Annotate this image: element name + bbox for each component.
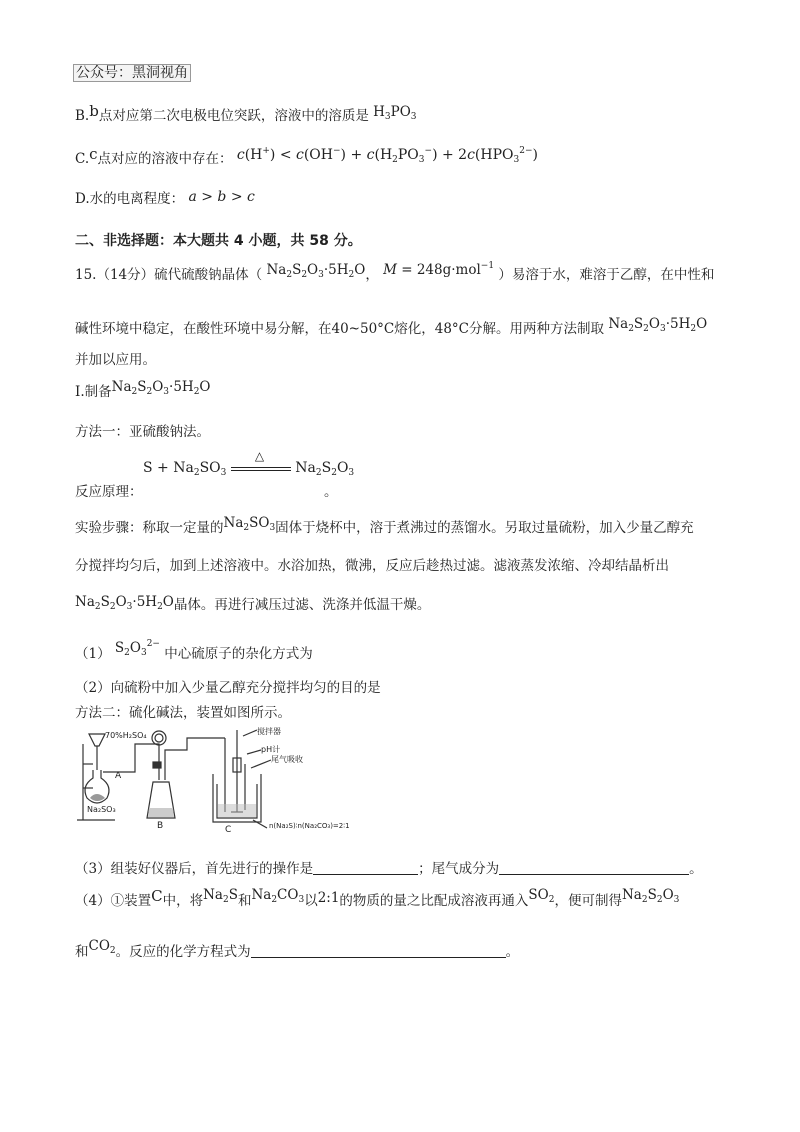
- option-c-prefix: C.: [75, 151, 90, 167]
- steps-line2: 分搅拌均匀后，加到上述溶液中。水浴加热，微沸，反应后趁热过滤。滤液蒸发浓缩、冷却结晶析出: [75, 558, 669, 574]
- subquestion-1-number: （1）: [75, 646, 111, 662]
- steps-na2so3-formula: $Na_2SO_3$: [223, 515, 276, 533]
- subquestion-2: （2）向硫粉中加入少量乙醇充分搅拌均匀的目的是: [75, 680, 381, 696]
- so2-formula: $SO_2$: [528, 887, 555, 905]
- option-c: [75, 147, 538, 167]
- tail-gas-label: 尾气吸收: [271, 755, 303, 764]
- option-c-formula: $c(H^+) < c(OH^-) + c(H_2PO_3^-) + 2c(HPO_3^{2-})$: [236, 146, 538, 165]
- option-d-prefix: D.: [75, 191, 90, 207]
- q15-line1: 15.（14分）硫代硫酸钠晶体（ $Na_2S_2O_3\cdot 5H_2O$， M = 248g·mol$^{-1}$ ）易溶于水，难溶于乙醇，在中性和: [75, 261, 715, 283]
- co2-formula: $CO_2$: [88, 938, 116, 956]
- label-b: B: [157, 821, 164, 831]
- subquestion-4-text4: 的物质的量之比配成溶液再通入: [339, 893, 529, 909]
- q15-molar-mass: M = 248g·mol$^{-1}$: [383, 261, 495, 278]
- subquestion-3-mid: ；尾气成分为: [418, 861, 500, 877]
- label-c: C: [225, 825, 232, 834]
- q15-crystal-formula: $Na_2S_2O_3\cdot 5H_2O$: [266, 262, 366, 280]
- watermark: 公众号：黑洞视角: [73, 64, 191, 82]
- product-formula: $Na_2S_2O_3$: [621, 887, 680, 905]
- thiosulfate-ion: $S_2O_3^{2-}$: [114, 639, 160, 658]
- reagent-a-label: Na₂SO₃: [87, 805, 116, 814]
- q15-line3: 并加以应用。: [75, 352, 156, 368]
- subquestion-4-start: （4）①装置: [75, 893, 152, 909]
- part-one-heading: [75, 381, 211, 400]
- heat-arrow: [231, 449, 291, 474]
- option-c-text: 点对应的溶液中存在：: [97, 151, 233, 167]
- option-b-formula: $H_3PO_3$: [373, 104, 417, 122]
- option-c-label: c: [89, 145, 98, 163]
- steps-line1-start: 实验步骤：称取一定量的: [75, 520, 224, 536]
- tube-b-c: [165, 738, 225, 780]
- subquestion-3-end: 。: [689, 861, 703, 877]
- subquestion-4-text5: ，便可制得: [554, 893, 622, 909]
- section-heading: 二、非选择题：本大题共 4 小题，共 58 分。: [75, 233, 362, 249]
- q15-line1-start: 15.（14分）硫代硫酸钠晶体（: [75, 267, 263, 283]
- q15-line2-text: 碱性环境中稳定，在酸性环境中易分解，在40~50°C熔化，48°C分解。用两种方法制取: [75, 321, 605, 337]
- answer-blank-3[interactable]: [251, 945, 506, 958]
- answer-blank-2[interactable]: [499, 862, 689, 875]
- apparatus-figure: [75, 724, 375, 834]
- steps-line1-end: 固体于烧杯中，溶于煮沸过的蒸馏水。另取过量硫粉，加入少量乙醇充: [275, 520, 694, 536]
- ratio-note: n(Na₂S)∶n(Na₂CO₃)=2∶1: [269, 822, 350, 830]
- option-d-text: 水的电离程度：: [89, 191, 185, 207]
- q15-line2-formula: $Na_2S_2O_3\cdot 5H_2O$: [608, 316, 708, 334]
- dropping-funnel: [89, 734, 105, 746]
- reaction-equation: $S + Na_2SO_3$ △ $Na_2S_2O_3$: [143, 449, 355, 478]
- steps-line3-text: 晶体。再进行减压过滤、洗涤并低温干燥。: [173, 597, 431, 613]
- na2s-formula: $Na_2S$: [203, 887, 238, 905]
- steps-line3: [75, 596, 430, 613]
- q15-line2: [75, 318, 707, 337]
- part-one-label: I.制备: [75, 384, 112, 400]
- subquestion-4-end: 。: [505, 944, 520, 960]
- subquestion-3: [75, 862, 703, 877]
- subquestion-1-text: 中心硫原子的杂化方式为: [164, 646, 313, 662]
- subquestion-4-text2: 和: [237, 893, 252, 909]
- subquestion-4: [75, 889, 679, 909]
- acid-label: 70%H₂SO₄: [105, 731, 147, 740]
- q15-line1-end: ）易溶于水，难溶于乙醇，在中性和: [498, 267, 715, 283]
- stirrer-label: 搅拌器: [257, 727, 281, 736]
- answer-blank-1[interactable]: [313, 862, 418, 875]
- subquestion-4-text1: 中，将: [162, 893, 204, 909]
- reaction-period: 。: [324, 484, 338, 500]
- option-d: [75, 190, 255, 207]
- option-b: [75, 104, 417, 124]
- steps-line1: [75, 517, 694, 536]
- ratio-value: 2:1: [317, 890, 340, 906]
- ph-meter-label: pH计: [261, 745, 281, 754]
- steps-crystal-formula: $Na_2S_2O_3\cdot 5H_2O$: [75, 594, 174, 612]
- reaction-label: 反应原理：: [75, 484, 143, 500]
- label-a: A: [115, 771, 122, 781]
- subquestion-1: [75, 639, 313, 662]
- option-b-prefix: B.: [75, 108, 90, 124]
- subquestion-3-start: （3）组装好仪器后，首先进行的操作是: [75, 861, 314, 877]
- method-one: 方法一：亚硫酸钠法。: [75, 424, 210, 440]
- na2co3-formula: $Na_2CO_3$: [251, 887, 305, 905]
- device-c-label: C: [151, 887, 163, 905]
- subquestion-4-line2: [75, 940, 519, 960]
- heat-symbol: △: [254, 449, 265, 463]
- option-d-formula: a > b > c: [188, 189, 255, 205]
- option-b-text: 点对应第二次电极电位突跃，溶液中的溶质是: [98, 108, 369, 124]
- option-b-label: b: [89, 102, 99, 120]
- tube-a-b: [103, 744, 159, 780]
- method-two: 方法二：硫化碱法，装置如图所示。: [75, 705, 291, 721]
- subquestion-4-text6: 。反应的化学方程式为: [115, 944, 251, 960]
- part-one-formula: $Na_2S_2O_3\cdot 5H_2O$: [111, 379, 211, 397]
- subquestion-4-text3: 以: [304, 893, 318, 909]
- subquestion-4-and: 和: [75, 944, 89, 960]
